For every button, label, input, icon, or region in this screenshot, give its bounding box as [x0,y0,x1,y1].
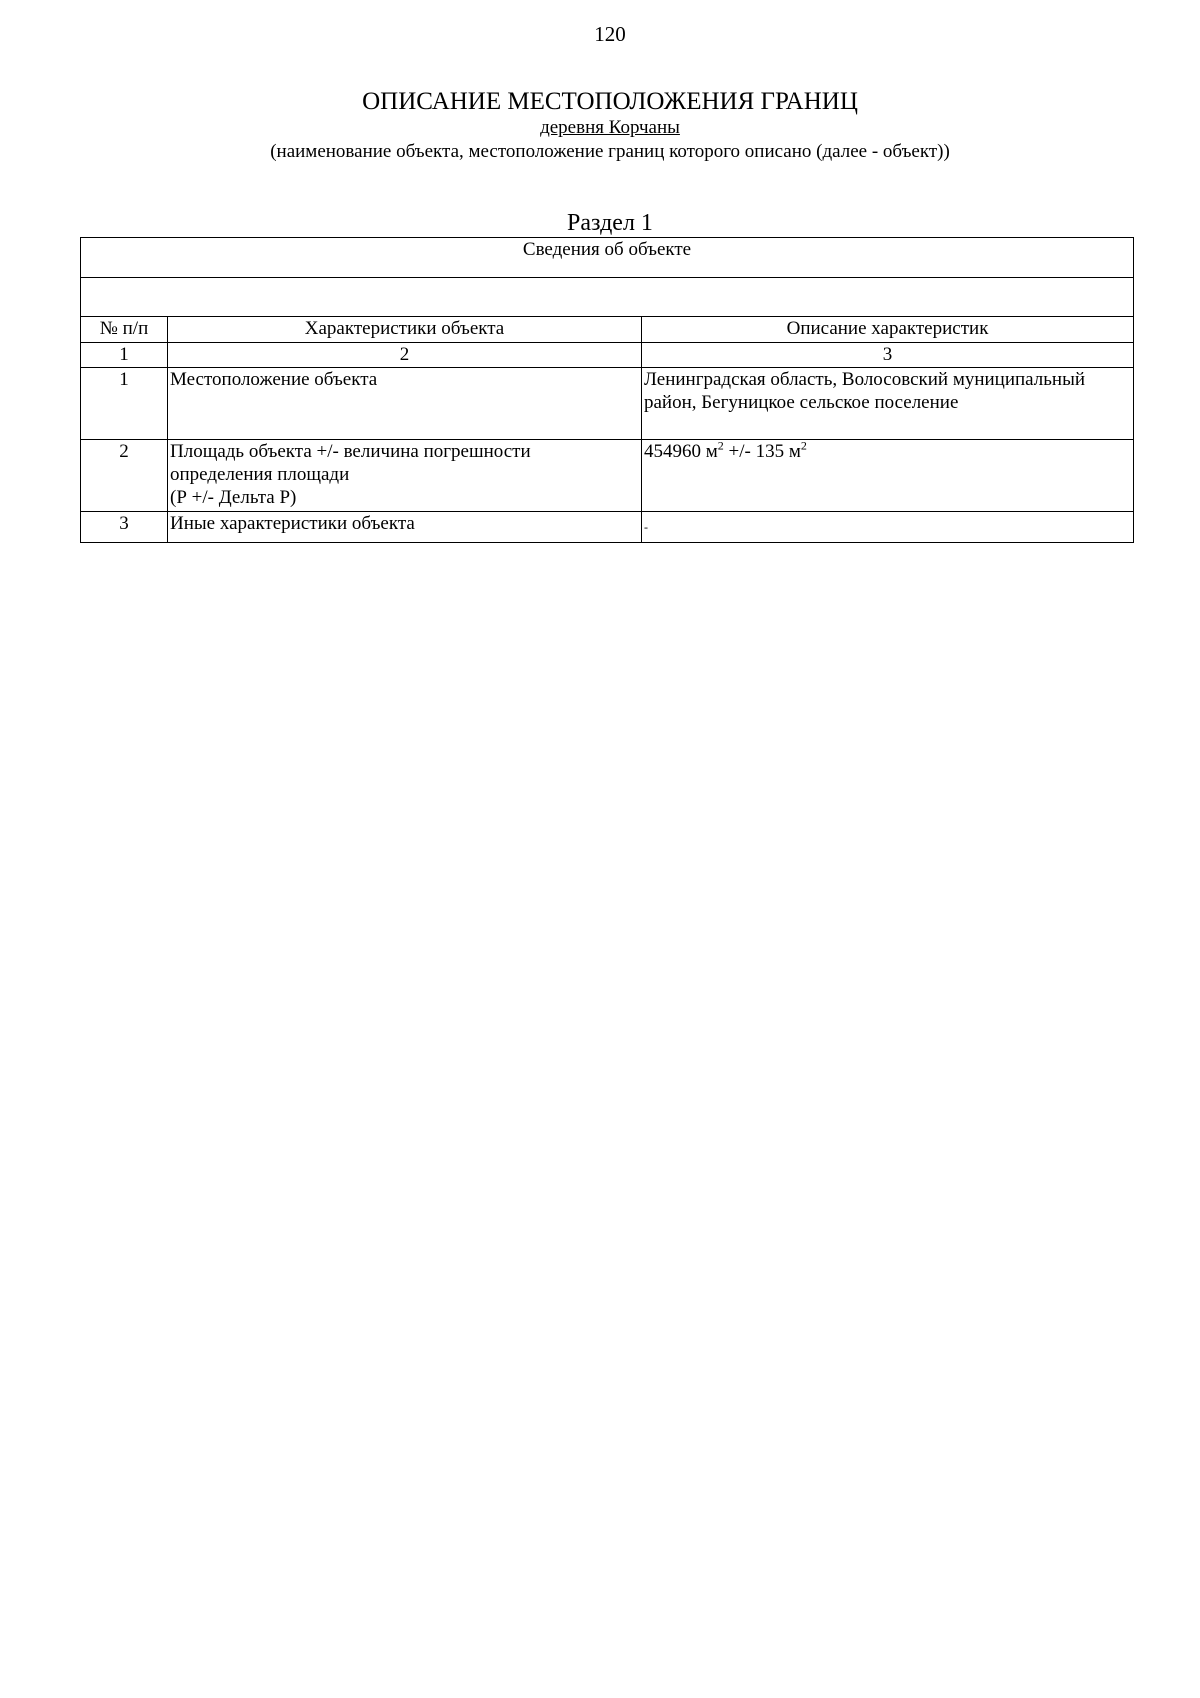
empty-cell [81,278,1134,317]
characteristic-line: определения площади [170,464,350,485]
description-cell [642,440,1134,512]
table-row [81,440,1134,512]
area-value: 454960 м [644,441,718,462]
row-number: 3 [81,512,168,543]
characteristic-cell [168,440,642,512]
area-tolerance: +/- 135 м [723,441,801,462]
table-header-row [81,317,1134,343]
characteristic-line: (Р +/- Дельта Р) [170,487,297,508]
page-number: 120 [594,22,626,46]
object-name [0,117,1200,139]
characteristic-line: Площадь объекта +/- величина погрешности [170,441,531,462]
description-cell: - [642,512,1134,543]
area-tolerance-exponent: 2 [800,438,807,453]
object-info-table [80,237,1134,543]
area-exponent: 2 [717,438,724,453]
row-number: 1 [81,368,168,440]
table-row [81,512,1134,543]
table-caption: Сведения об объекте [81,238,1134,278]
table-caption-row [81,238,1134,278]
object-name-text: деревня Корчаны [540,117,680,138]
column-header: № п/п [81,317,168,343]
column-number: 3 [642,343,1134,368]
characteristic-cell: Иные характеристики объекта [168,512,642,543]
column-number: 1 [81,343,168,368]
column-header: Описание характеристик [642,317,1134,343]
table-empty-row [81,278,1134,317]
column-number: 2 [168,343,642,368]
section-title: Раздел 1 [567,210,653,236]
row-number: 2 [81,440,168,512]
object-name-caption: (наименование объекта, местоположение границ которого описано (далее - объект)) [270,141,950,162]
document-title: ОПИСАНИЕ МЕСТОПОЛОЖЕНИЯ ГРАНИЦ [362,88,858,115]
description-cell: Ленинградская область, Волосовский муниципальный район, Бегуницкое сельское поселение [642,368,1134,440]
characteristic-cell: Местоположение объекта [168,368,642,440]
column-number-row [81,343,1134,368]
table-row [81,368,1134,440]
column-header: Характеристики объекта [168,317,642,343]
